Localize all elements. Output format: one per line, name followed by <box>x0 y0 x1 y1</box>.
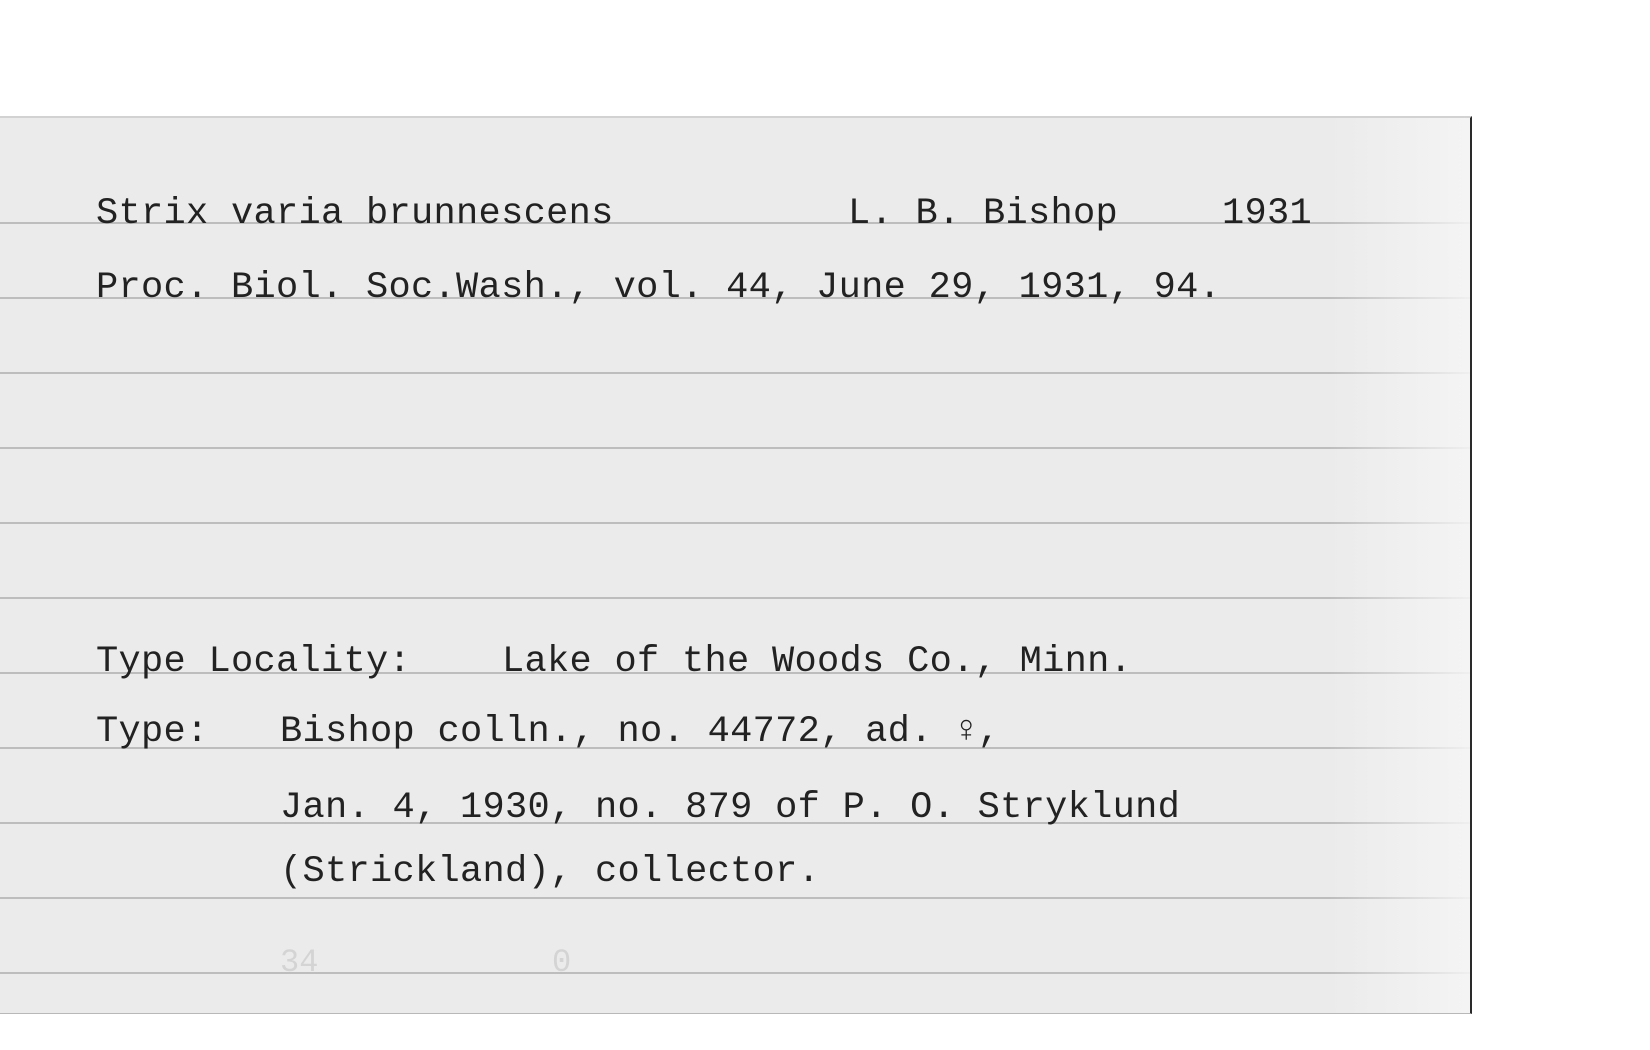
type-line-2: Jan. 4, 1930, no. 879 of P. O. Stryklund <box>280 787 1181 829</box>
card-rule <box>0 522 1470 524</box>
card-rule <box>0 972 1470 974</box>
faint-mark: 34 <box>280 944 319 981</box>
type-label: Type: <box>96 711 209 753</box>
citation: Proc. Biol. Soc.Wash., vol. 44, June 29, 1931, 94. <box>96 267 1222 309</box>
type-locality-value: Lake of the Woods Co., Minn. <box>502 641 1133 683</box>
card-rule <box>0 597 1470 599</box>
card-rule <box>0 372 1470 374</box>
card-rule <box>0 897 1470 899</box>
species-year: 1931 <box>1222 193 1313 235</box>
catalog-card <box>0 116 1472 1014</box>
species-author: L. B. Bishop <box>848 193 1119 235</box>
type-locality-label: Type Locality: <box>96 641 412 683</box>
species-name: Strix varia brunnescens <box>96 193 614 235</box>
type-line-1: Bishop colln., no. 44772, ad. ♀, <box>280 711 1001 753</box>
faint-mark: 0 <box>552 944 572 981</box>
card-rule <box>0 447 1470 449</box>
type-line-3: (Strickland), collector. <box>280 851 821 893</box>
